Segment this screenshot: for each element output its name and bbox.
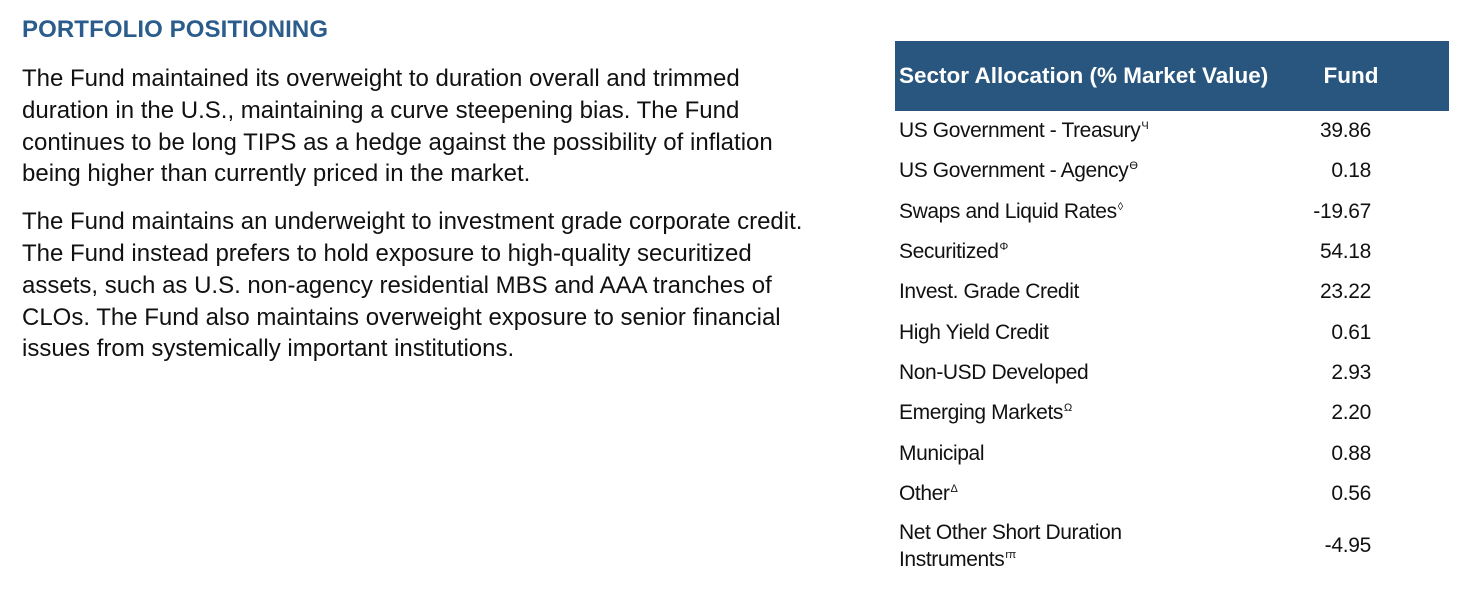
paragraph-duration: The Fund maintained its overweight to duration overall and trimmed duration in the U.S., maintaining a curve steepening bias. The Fund continues to be long TIPS as a hedge against the possibility of inflation being higher than currently priced in the market. [22,65,773,188]
table-row [895,192,1449,232]
sector-label: Net Other Short Duration Instruments [899,520,1122,571]
fund-value: -19.67 [1313,199,1371,223]
paragraph-credit: The Fund maintains an underweight to investment grade corporate credit. The Fund instead prefers to hold exposure to high-quality securitized assets, such as U.S. non-agency residential MBS and AAA tranches of CLOs. The Fund also maintains overweight exposure to senior financial issues from systemically important institutions. [22,208,803,363]
table-row [895,232,1449,272]
table-row [895,272,1449,312]
portfolio-positioning-section [22,16,832,381]
sector-name [895,240,1279,264]
footnote-mark: Δ [950,482,958,495]
footnote-mark: Ч [1141,120,1149,133]
table-row [895,312,1449,352]
sector-name [895,321,1279,345]
fund-value: -4.95 [1324,534,1371,558]
sector-label: Municipal [899,441,985,465]
sector-label: Invest. Grade Credit [899,280,1079,304]
fund-value: 0.61 [1331,320,1371,344]
sector-name [895,119,1279,143]
sector-label: High Yield Credit [899,320,1049,344]
fund-value: 0.56 [1331,481,1371,505]
sector-name [895,200,1279,224]
header-fund: Fund [1323,63,1379,88]
fund-value: 54.18 [1319,240,1371,264]
sector-label: Securitized [899,240,999,264]
section-title: PORTFOLIO POSITIONING [22,16,329,43]
sector-label: Swaps and Liquid Rates [899,199,1117,223]
sector-label: Non-USD Developed [899,360,1089,384]
fund-value: 2.20 [1331,401,1371,425]
sector-name [895,401,1279,425]
sector-name [895,482,1279,506]
table-row [895,151,1449,191]
fund-value: 0.88 [1331,441,1371,465]
sector-label: Other [899,481,950,505]
table-row [895,514,1449,578]
sector-name [895,361,1279,385]
header-sector-allocation: Sector Allocation (% Market Value) [899,63,1269,88]
fund-value: 23.22 [1319,280,1371,304]
sector-name [895,519,1159,573]
sector-label: US Government - Treasury [899,119,1141,143]
fund-value: 39.86 [1319,119,1371,143]
fund-value: 0.18 [1331,159,1371,183]
sector-label: US Government - Agency [899,159,1129,183]
table-header [895,41,1449,111]
footnote-mark: rπ [1005,548,1016,561]
sector-name [895,442,1279,466]
fund-value: 2.93 [1331,360,1371,384]
footnote-mark: ϴ [1129,160,1138,173]
sector-label: Emerging Markets [899,401,1063,425]
table-row [895,353,1449,393]
table-row [895,474,1449,514]
footnote-mark: ◊ [1117,200,1123,213]
sector-name [895,280,1279,304]
footnote-mark: Ω [1064,402,1072,415]
table-row [895,393,1449,433]
sector-name [895,159,1279,183]
sector-allocation-table [895,41,1449,578]
footnote-mark: Φ [999,241,1008,254]
table-row [895,433,1449,473]
table-row [895,111,1449,151]
